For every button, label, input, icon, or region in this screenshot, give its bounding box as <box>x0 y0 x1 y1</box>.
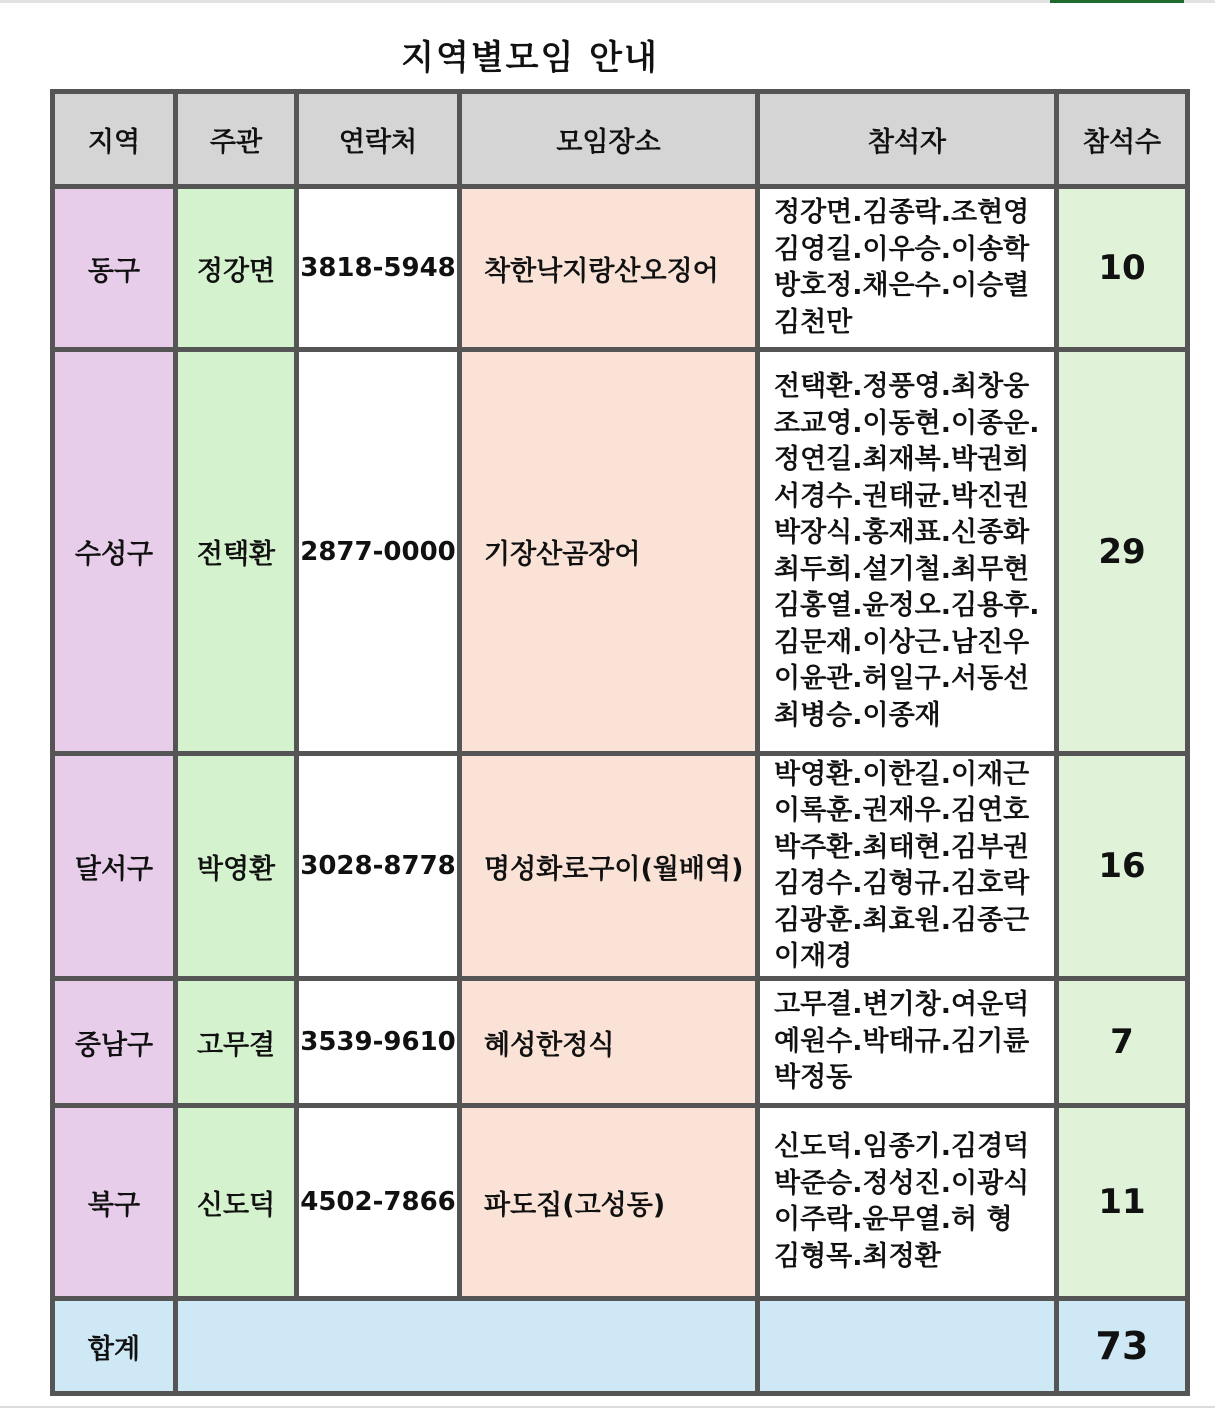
table-row <box>53 187 1188 350</box>
attendees-cell: 정강면.김종락.조현영 김영길.이우승.이송학 방호정.채은수.이승렬 김천만 <box>758 187 1057 350</box>
header-venue: 모임장소 <box>460 92 758 187</box>
region-cell: 수성구 <box>53 350 176 754</box>
venue-cell: 기장산곰장어 <box>460 350 758 754</box>
venue-cell: 착한낙지랑산오징어 <box>460 187 758 350</box>
top-accent-bar <box>1050 0 1184 3</box>
total-row <box>53 1299 1188 1394</box>
header-attendees: 참석자 <box>758 92 1057 187</box>
venue-cell: 파도집(고성동) <box>460 1106 758 1299</box>
region-cell: 동구 <box>53 187 176 350</box>
count-cell: 11 <box>1057 1106 1188 1299</box>
attendees-cell: 고무결.변기창.여운덕 예원수.박태규.김기륜 박정동 <box>758 979 1057 1106</box>
region-cell: 중남구 <box>53 979 176 1106</box>
meeting-table <box>50 89 1190 1396</box>
host-cell: 정강면 <box>176 187 297 350</box>
table-row <box>53 1106 1188 1299</box>
page-title: 지역별모임 안내 <box>401 38 659 78</box>
venue-cell: 혜성한정식 <box>460 979 758 1106</box>
total-blank-cell <box>176 1299 758 1394</box>
attendees-cell: 신도덕.임종기.김경덕 박준승.정성진.이광식 이주락.윤무열.허 형 김형목.최정환 <box>758 1106 1057 1299</box>
count-cell: 7 <box>1057 979 1188 1106</box>
table-row <box>53 754 1188 979</box>
count-cell: 10 <box>1057 187 1188 350</box>
region-cell: 달서구 <box>53 754 176 979</box>
table-row <box>53 979 1188 1106</box>
host-cell: 고무결 <box>176 979 297 1106</box>
header-region: 지역 <box>53 92 176 187</box>
total-label: 합계 <box>53 1299 176 1394</box>
host-cell: 신도덕 <box>176 1106 297 1299</box>
header-host: 주관 <box>176 92 297 187</box>
region-cell: 북구 <box>53 1106 176 1299</box>
table-row <box>53 350 1188 754</box>
contact-cell: 4502-7866 <box>297 1106 460 1299</box>
host-cell: 박영환 <box>176 754 297 979</box>
contact-cell: 2877-0000 <box>297 350 460 754</box>
venue-cell: 명성화로구이(월배역) <box>460 754 758 979</box>
header-count: 참석수 <box>1057 92 1188 187</box>
total-blank-cell <box>758 1299 1057 1394</box>
contact-cell: 3028-8778 <box>297 754 460 979</box>
top-rule <box>0 0 1215 3</box>
bottom-rule <box>0 1406 1215 1408</box>
host-cell: 전택환 <box>176 350 297 754</box>
count-cell: 29 <box>1057 350 1188 754</box>
header-row <box>53 92 1188 187</box>
attendees-cell: 전택환.정풍영.최창웅 조교영.이동현.이종운. 정연길.최재복.박권희 서경수.권태균.박진권 박장식.홍재표.신종화 최두희.설기철.최무현 김홍열.윤정오.김용후. 김문재.이상근.남진우 이윤관.허일구.서동선 최병승.이종재 <box>758 350 1057 754</box>
contact-cell: 3539-9610 <box>297 979 460 1106</box>
count-cell: 16 <box>1057 754 1188 979</box>
attendees-cell: 박영환.이한길.이재근 이록훈.권재우.김연호 박주환.최태현.김부권 김경수.김형규.김호락 김광훈.최효원.김종근 이재경 <box>758 754 1057 979</box>
header-contact: 연락처 <box>297 92 460 187</box>
contact-cell: 3818-5948 <box>297 187 460 350</box>
total-count: 73 <box>1057 1299 1188 1394</box>
